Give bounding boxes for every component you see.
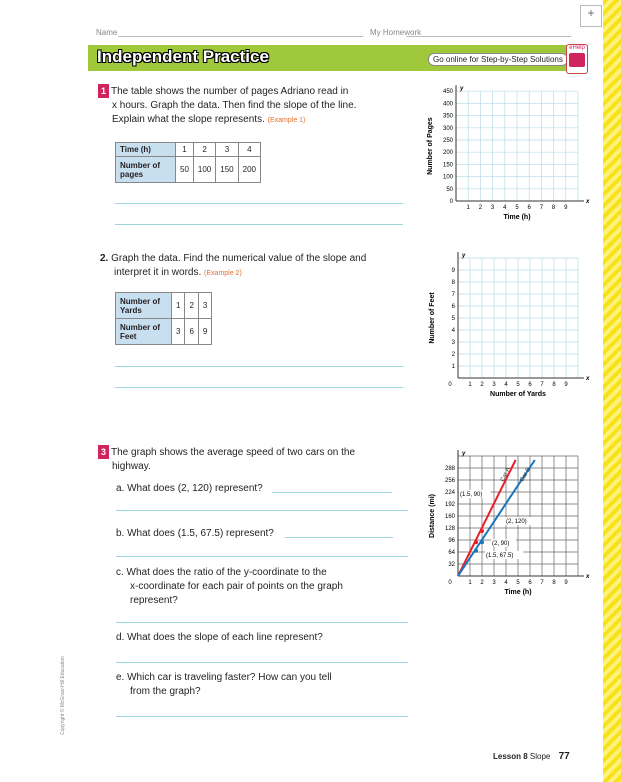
y-tick-label: 64: [448, 550, 455, 556]
answer-line[interactable]: [115, 387, 403, 388]
name-line: [118, 36, 363, 37]
x-tick-label: 8: [552, 580, 556, 586]
y-tick-label: 3: [451, 340, 455, 346]
y-tick-label: 250: [442, 138, 453, 144]
answer-line[interactable]: [285, 537, 393, 538]
y-tick-label: 400: [442, 101, 453, 108]
y-tick-label: 150: [442, 162, 453, 169]
x-tick-label: 6: [527, 205, 531, 211]
y-tick-label: 5: [451, 316, 455, 322]
x-tick-label: 9: [564, 580, 568, 586]
x-axis-var: x: [586, 199, 590, 205]
x-tick-label: 2: [478, 205, 483, 211]
x-tick-label: 7: [540, 580, 544, 586]
car-a-label: Car A: [499, 466, 512, 483]
y-tick-label: 300: [442, 125, 453, 132]
table-cell: 50: [176, 157, 194, 183]
q1-text: The table shows the number of pages Adriano read in: [111, 86, 349, 97]
x-tick-label: 3: [490, 205, 495, 211]
answer-line[interactable]: [115, 224, 403, 225]
y-tick-label: 6: [451, 304, 455, 310]
x-tick-label: 4: [504, 382, 508, 388]
table-cell: 1: [176, 143, 194, 157]
q3-part-c: [116, 566, 343, 608]
y-tick-label: 192: [444, 502, 455, 508]
x-tick-label: 9: [564, 205, 568, 211]
table-cell: 100: [193, 157, 215, 183]
table-cell: 9: [198, 319, 211, 345]
x-tick-label: 4: [504, 580, 508, 586]
data-point: [474, 540, 478, 544]
q3-part-e: [116, 671, 332, 699]
y-axis-var: y: [462, 451, 466, 457]
q3-c-text: represent?: [130, 595, 178, 606]
question-1: [98, 84, 398, 128]
table-header: Time (h): [116, 143, 176, 157]
answer-line[interactable]: [116, 556, 408, 557]
example-link[interactable]: (Example 2): [204, 270, 242, 277]
table-cell: 200: [238, 157, 260, 183]
q2-text: interpret it in words.: [114, 267, 202, 278]
answer-line[interactable]: [116, 662, 408, 663]
y-axis-label: Number of Feet: [429, 292, 436, 344]
answer-line[interactable]: [115, 366, 403, 367]
x-tick-label: 2: [480, 580, 484, 586]
ehelp-button[interactable]: [566, 44, 588, 74]
q3-e-text: e. Which car is traveling faster? How can you tell: [116, 672, 332, 683]
point-label: (1.5, 67.5): [486, 553, 514, 559]
y-tick-label: 8: [451, 280, 455, 286]
question-3: [98, 445, 398, 474]
ehelp-label: eHelp: [569, 45, 585, 51]
graph-svg: [420, 82, 600, 224]
question-number: 1: [98, 84, 109, 98]
q3-part-b: b. What does (1.5, 67.5) represent?: [116, 528, 274, 539]
table-cell: 150: [216, 157, 238, 183]
q3-text: highway.: [112, 461, 151, 472]
y-tick-label: 2: [451, 352, 455, 358]
page-edge-stripe: [603, 0, 621, 782]
y-tick-label: 350: [442, 113, 453, 120]
section-title: Independent Practice: [97, 47, 269, 66]
table-header: Number of Yards: [116, 293, 172, 319]
y-tick-label: 0: [449, 199, 453, 205]
table-header: Number of pages: [116, 157, 176, 183]
x-tick-label: 3: [492, 382, 496, 388]
y-tick-label: 200: [442, 150, 453, 157]
example-link[interactable]: (Example 1): [267, 117, 306, 124]
y-tick-label: 1: [451, 364, 455, 370]
y-tick-label: 288: [444, 466, 455, 472]
q3-e-text: from the graph?: [130, 686, 201, 697]
y-tick-label: 50: [446, 186, 453, 193]
table-cell: 1: [172, 293, 185, 319]
x-tick-label: 1: [468, 580, 472, 586]
graph-svg: [420, 448, 600, 600]
x-tick-label: 0: [448, 580, 452, 586]
table-cell: 4: [238, 143, 260, 157]
x-axis-var: x: [586, 574, 590, 580]
x-axis-var: x: [586, 376, 590, 382]
answer-line[interactable]: [116, 622, 408, 623]
lesson-label: Lesson 8: [493, 752, 528, 761]
q1-text: x hours. Graph the data. Then find the slope of the line.: [112, 100, 357, 111]
x-tick-label: 5: [515, 205, 519, 211]
x-tick-label: 8: [551, 205, 556, 211]
data-point: [474, 549, 478, 553]
y-tick-label: 450: [442, 89, 453, 96]
answer-line[interactable]: [272, 492, 392, 493]
q3-text: The graph shows the average speed of two cars on the: [111, 447, 356, 458]
x-tick-label: 7: [540, 382, 544, 388]
name-label: Name: [96, 28, 118, 37]
table-cell: 3: [216, 143, 238, 157]
q2-table: [115, 292, 212, 345]
y-tick-label: 256: [444, 478, 455, 484]
x-tick-label: 0: [448, 382, 452, 388]
graph-svg: [420, 250, 600, 400]
question-number: 3: [98, 445, 109, 459]
y-axis-label: Distance (mi): [429, 494, 436, 538]
point-label: (2, 120): [506, 519, 527, 525]
x-tick-label: 9: [564, 382, 568, 388]
answer-line[interactable]: [116, 716, 408, 717]
table-cell: 3: [172, 319, 185, 345]
online-solutions-button[interactable]: Go online for Step-by-Step Solutions: [428, 53, 568, 66]
table-cell: 3: [198, 293, 211, 319]
footer: [493, 751, 570, 762]
y-axis-label: Number of Pages: [427, 117, 434, 175]
q3-part-a: a. What does (2, 120) represent?: [116, 483, 263, 494]
point-label: (2, 90): [492, 541, 510, 547]
answer-line[interactable]: [115, 203, 403, 204]
x-tick-label: 1: [466, 205, 470, 211]
x-tick-label: 5: [516, 382, 520, 388]
x-tick-label: 4: [503, 205, 507, 211]
y-tick-label: 9: [451, 268, 455, 274]
x-tick-label: 1: [468, 382, 472, 388]
x-tick-label: 7: [539, 205, 544, 211]
lesson-topic: Slope: [529, 752, 551, 761]
y-tick-label: 7: [451, 292, 455, 298]
question-number: 2.: [100, 253, 109, 264]
graph-feet-vs-yards[interactable]: [420, 250, 600, 400]
y-tick-label: 32: [448, 562, 455, 568]
y-tick-label: 100: [442, 174, 453, 181]
x-tick-label: 5: [516, 580, 520, 586]
point-label: (1.5, 90): [460, 492, 483, 498]
question-2: [100, 252, 400, 281]
table-cell: 2: [185, 293, 198, 319]
homework-label: My Homework: [370, 28, 422, 37]
q3-part-d: d. What does the slope of each line represent?: [116, 632, 323, 643]
y-tick-label: 160: [444, 514, 455, 520]
home-icon: [569, 53, 585, 67]
y-axis-var: y: [462, 253, 466, 259]
data-point: [480, 529, 484, 533]
x-tick-label: 6: [528, 580, 532, 586]
x-tick-label: 3: [492, 580, 496, 586]
homework-line: [406, 36, 571, 37]
answer-line[interactable]: [116, 510, 408, 511]
y-tick-label: 128: [444, 526, 455, 532]
x-tick-label: 2: [480, 382, 484, 388]
x-tick-label: 8: [552, 382, 556, 388]
table-cell: 2: [193, 143, 215, 157]
car-b-label: Car B: [519, 466, 533, 483]
y-axis-var: y: [460, 86, 464, 93]
expand-button[interactable]: +: [580, 5, 602, 27]
page-number: 77: [558, 751, 570, 762]
graph-distance-vs-time: [420, 448, 600, 600]
data-point: [480, 540, 484, 544]
x-axis-label: Number of Yards: [490, 391, 546, 398]
graph-pages-vs-time[interactable]: [420, 82, 600, 224]
q1-text: Explain what the slope represents.: [112, 114, 265, 125]
copyright: Copyright © McGraw-Hill Education: [60, 656, 66, 735]
q1-table: [115, 142, 261, 183]
x-tick-label: 6: [528, 382, 532, 388]
y-tick-label: 96: [448, 538, 455, 544]
q2-text: Graph the data. Find the numerical value of the slope and: [111, 253, 367, 264]
table-cell: 6: [185, 319, 198, 345]
x-axis-label: Time (h): [504, 589, 532, 596]
x-axis-label: Time (h): [503, 214, 531, 221]
y-tick-label: 4: [451, 328, 455, 334]
y-tick-label: 224: [444, 490, 455, 496]
table-header: Number of Feet: [116, 319, 172, 345]
q3-c-text: x-coordinate for each pair of points on the graph: [130, 581, 343, 592]
q3-c-text: c. What does the ratio of the y-coordinate to the: [116, 567, 327, 578]
